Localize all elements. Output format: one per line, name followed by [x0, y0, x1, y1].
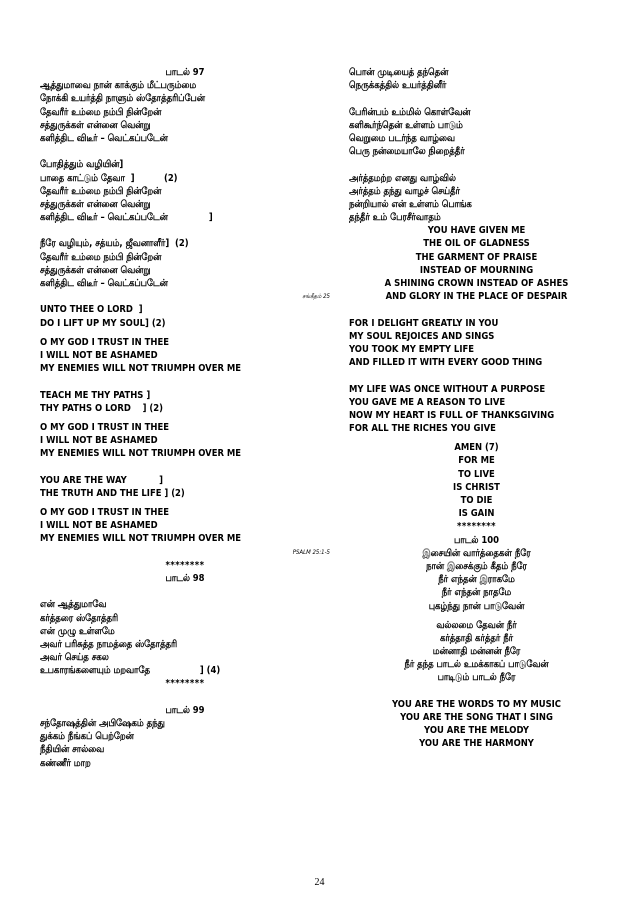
lyric-line: தேவரீர் உம்மை நம்பி நின்றேன்: [40, 251, 162, 263]
lyric-line: கண்ணீர் மாற: [40, 757, 91, 769]
lyric-line: NOW MY HEART IS FULL OF THANKSGIVING: [349, 409, 555, 421]
lyric-line: பாடல் 97: [165, 67, 205, 78]
lyric-line: பேரின்பம் உம்மில் கொள்வேன்: [349, 106, 471, 118]
lyric-line: AMEN (7): [454, 442, 499, 454]
lyric-line: களித்திட விடீர் – வெட்கப்படேன் ]: [40, 212, 213, 224]
lyric-line: துக்கம் நீங்கப் பெற்றேன்: [40, 731, 134, 743]
lyric-line: கர்த்தரை ஸ்தோத்தரி: [40, 612, 119, 624]
blank-line: [40, 691, 330, 704]
lyric-line: FOR I DELIGHT GREATLY IN YOU: [349, 317, 499, 329]
lyric-line: MY ENEMIES WILL NOT TRIUMPH OVER ME: [40, 363, 242, 375]
left-column: [40, 66, 330, 770]
section-divider: ********: [457, 521, 496, 533]
lyric-line: மன்னாதி மன்னன் நீரே: [432, 646, 521, 658]
page-number: 24: [314, 877, 325, 888]
lyric-line: களித்திட விடீர் – வெட்கப்படேன்: [40, 278, 168, 289]
lyric-line: போதித்தும் வழியின்]: [40, 159, 124, 171]
lyric-line: நான் இசைக்கும் கீதம் நீரே: [426, 560, 527, 572]
lyric-line: YOU ARE THE SONG THAT I SING: [400, 712, 553, 723]
section-divider: ********: [165, 678, 205, 690]
blank-line: [349, 369, 604, 382]
blank-line: [40, 224, 330, 237]
lyric-line: YOU ARE THE WAY ]: [40, 474, 163, 486]
lyric-line: வெறுமை படர்ந்த வாழ்வை: [349, 132, 455, 144]
scripture-reference: சங்கீதம் 25: [302, 293, 330, 301]
blank-line: [40, 145, 330, 158]
lyric-line: TEACH ME THY PATHS ]: [40, 389, 151, 401]
lyric-line: I WILL NOT BE ASHAMED: [40, 435, 158, 447]
lyric-line: சத்துருக்கள் என்னை வென்று: [40, 198, 151, 210]
lyric-line: என் ஆத்துமாவே: [40, 599, 107, 611]
blank-line: [349, 158, 604, 171]
lyric-line: A SHINING CROWN INSTEAD OF ASHES: [384, 278, 569, 289]
lyric-line: தேவரீர் உம்மை நம்பி நின்றேன்: [40, 106, 162, 118]
blank-line: [349, 303, 604, 316]
lyric-line: IS CHRIST: [453, 481, 500, 493]
lyric-line: YOU ARE THE WORDS TO MY MUSIC: [391, 698, 561, 710]
blank-line: [349, 685, 604, 698]
lyric-line: YOU TOOK MY EMPTY LIFE: [349, 343, 474, 355]
lyric-line: I WILL NOT BE ASHAMED: [40, 349, 158, 361]
lyric-line: MY SOUL REJOICES AND SINGS: [349, 330, 495, 342]
lyric-line: களிகூர்ந்தென் உள்ளம் பாடும்: [349, 119, 463, 131]
blank-line: [349, 92, 604, 105]
lyric-line: இசையின் வார்த்தைகள் நீரே: [422, 547, 531, 559]
lyric-line: புகழ்ந்து நான் பாடுவேன்: [428, 600, 525, 612]
lyric-line: FOR ME: [458, 455, 495, 467]
lyric-line: TO DIE: [460, 495, 493, 506]
lyric-line: O MY GOD I TRUST IN THEE: [40, 507, 170, 518]
lyric-line: என் முழு உள்ளமே: [40, 625, 115, 637]
blank-line: [40, 585, 330, 598]
lyric-line: நீர் எந்தன் இராகமே: [438, 574, 515, 586]
lyric-line: தந்தீர் உம் பேரசீர்வாதம்: [349, 212, 441, 224]
lyric-line: நீர் தந்த பாடல் உமக்காகப் பாடுவேன்: [404, 659, 549, 671]
lyric-line: INSTEAD OF MOURNING: [419, 264, 534, 276]
lyric-line: சத்துருக்கள் என்னை வென்று: [40, 264, 151, 276]
lyric-line: அர்த்தம் தந்து வாழச் செய்தீர்: [349, 185, 460, 197]
lyric-line: பாடல் 98: [165, 572, 205, 584]
lyric-line: MY ENEMIES WILL NOT TRIUMPH OVER ME: [40, 448, 242, 460]
lyric-line: கர்த்தாதி கர்த்தர் நீர்: [439, 632, 514, 644]
lyric-line: ஆத்துமாவை நான் காக்கும் மீட்பரும்மை: [40, 80, 197, 92]
lyric-line: பாடல் 99: [165, 704, 205, 716]
lyric-line: தேவரீர் உம்மை நம்பி நின்றேன்: [40, 185, 162, 197]
lyric-line: YOU ARE THE HARMONY: [419, 738, 534, 750]
lyric-line: YOU HAVE GIVEN ME: [427, 225, 526, 237]
lyric-line: O MY GOD I TRUST IN THEE: [40, 336, 170, 348]
lyric-line: IS GAIN: [458, 508, 495, 520]
lyric-line: நோக்கி உயர்த்தி நாளும் ஸ்தோத்தரிப்பேன்: [40, 93, 205, 105]
lyric-line: YOU ARE THE MELODY: [424, 725, 529, 737]
lyric-line: I WILL NOT BE ASHAMED: [40, 520, 158, 532]
lyric-line: அவர் செய்த சகல: [40, 652, 109, 664]
lyric-line: MY LIFE WAS ONCE WITHOUT A PURPOSE: [349, 383, 546, 395]
lyric-line: THE TRUTH AND THE LIFE ] (2): [40, 487, 185, 499]
lyric-line: நன்றியால் என் உள்ளம் பொங்க: [349, 198, 472, 210]
lyric-line: அவர் பரிசுத்த நாமத்தை ஸ்தோத்தரி: [40, 638, 178, 650]
lyric-line: பாடல் 100: [454, 534, 499, 546]
lyric-line: பெரு நன்மையாலே நிறைத்தீர்: [349, 146, 465, 158]
lyric-line: YOU GAVE ME A REASON TO LIVE: [349, 396, 506, 408]
lyric-line: பாதை காட்டும் தேவா ] (2): [40, 172, 178, 184]
lyric-line: DO I LIFT UP MY SOUL] (2): [40, 317, 166, 329]
lyric-line: UNTO THEE O LORD ]: [40, 304, 143, 316]
lyric-line: THE OIL OF GLADNESS: [423, 238, 530, 250]
lyric-line: நீர் எந்தன் நாதமே: [441, 587, 512, 599]
lyric-line: THE GARMENT OF PRAISE: [415, 251, 538, 263]
section-divider: ********: [165, 559, 205, 571]
lyric-line: FOR ALL THE RICHES YOU GIVE: [349, 423, 496, 435]
lyric-line: TO LIVE: [458, 468, 495, 480]
scripture-reference: PSALM 25:1-5: [292, 548, 330, 556]
blank-line: [40, 375, 330, 388]
lyric-line: நீரே வழியும், சத்யம், ஜீவனாளீர்] (2): [40, 238, 189, 250]
lyric-line: MY ENEMIES WILL NOT TRIUMPH OVER ME: [40, 533, 242, 545]
lyric-line: O MY GOD I TRUST IN THEE: [40, 421, 170, 433]
lyric-line: பொன் முடியைத் தந்தென்: [349, 67, 449, 78]
lyric-line: சந்தோஷத்தின் அபிஷேகம் தந்து: [40, 718, 165, 729]
lyric-line: பாடிடும் பாடல் நீரே: [437, 672, 516, 684]
lyric-line: வல்லமை தேவன் நீர்: [436, 619, 517, 631]
lyric-line: சத்துருக்கள் என்னை வென்று: [40, 119, 151, 131]
lyric-line: நெருக்கத்தில் உயர்த்தினீர்: [349, 80, 447, 92]
lyric-line: THY PATHS O LORD ] (2): [40, 402, 163, 414]
lyric-line: AND FILLED IT WITH EVERY GOOD THING: [349, 357, 543, 369]
lyric-line: களித்திட விடீர் – வெட்கப்படேன்: [40, 132, 168, 144]
blank-line: [40, 460, 330, 473]
lyric-line: உபகாரங்களையும் மறவாதே ] (4): [40, 665, 221, 677]
lyric-line: அர்த்தமற்ற எனது வாழ்வில்: [349, 172, 456, 184]
right-column: [349, 66, 604, 751]
lyric-line: AND GLORY IN THE PLACE OF DESPAIR: [385, 291, 568, 303]
lyric-line: நீதியின் சால்வை: [40, 744, 105, 756]
